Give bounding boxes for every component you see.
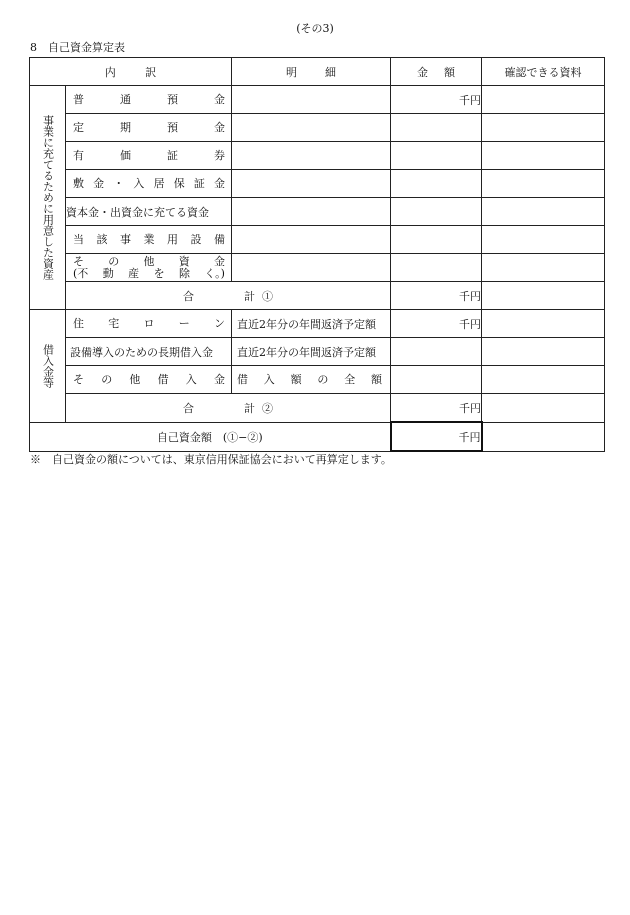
loan-document-cell[interactable] [482, 338, 605, 366]
loan-amount-cell[interactable] [391, 366, 482, 394]
asset-label-deposit-guarantee: 敷 金 ・ 入 居 保 証 金 [66, 170, 232, 198]
asset-amount-cell[interactable] [391, 114, 482, 142]
page-number: (その3) [296, 22, 334, 35]
asset-label-ordinary-deposit: 普 通 預 金 [66, 86, 232, 114]
asset-label-securities: 有 価 証 券 [66, 142, 232, 170]
own-funds-label: 自己資金額 (①−②) [30, 422, 391, 451]
own-funds-table [29, 57, 605, 452]
asset-document-cell[interactable] [482, 114, 605, 142]
table-row [30, 114, 605, 142]
table-row [30, 366, 605, 394]
loans-total-amount[interactable]: 千円 [391, 394, 482, 423]
loan-detail-equipment: 直近2年分の年間返済予定額 [232, 338, 391, 366]
asset-amount-cell[interactable]: 千円 [391, 86, 482, 114]
loans-group-label: 借入金等 [30, 310, 66, 423]
asset-detail-cell[interactable] [232, 142, 391, 170]
loan-amount-cell[interactable]: 千円 [391, 310, 482, 338]
footnote: ※ 自己資金の額については、東京信用保証協会において再算定します。 [30, 453, 392, 466]
assets-total-document[interactable] [482, 282, 605, 310]
table-header-row [30, 58, 605, 86]
asset-amount-cell[interactable] [391, 170, 482, 198]
loan-label-housing-loan: 住 宅 ロ ー ン [66, 310, 232, 338]
assets-total-label: 合 計 ① [66, 282, 391, 310]
asset-label-other-funds: そ の 他 資 金 (不 動 産 を 除 く。) [66, 254, 232, 282]
header-breakdown: 内 訳 [30, 58, 232, 86]
asset-amount-cell[interactable] [391, 226, 482, 254]
table-row [30, 338, 605, 366]
loan-document-cell[interactable] [482, 310, 605, 338]
loan-document-cell[interactable] [482, 366, 605, 394]
asset-detail-cell[interactable] [232, 114, 391, 142]
table-row [30, 170, 605, 198]
table-row [30, 142, 605, 170]
asset-document-cell[interactable] [482, 170, 605, 198]
table-row [30, 226, 605, 254]
header-amount: 金 額 [391, 58, 482, 86]
header-documents: 確認できる資料 [482, 58, 605, 86]
asset-document-cell[interactable] [482, 254, 605, 282]
table-row [30, 310, 605, 338]
table-row [30, 198, 605, 226]
asset-document-cell[interactable] [482, 198, 605, 226]
asset-amount-cell[interactable] [391, 142, 482, 170]
asset-label-business-equipment: 当 該 事 業 用 設 備 [66, 226, 232, 254]
assets-total-amount[interactable]: 千円 [391, 282, 482, 310]
asset-label-time-deposit: 定 期 預 金 [66, 114, 232, 142]
table-row [30, 254, 605, 282]
loan-amount-cell[interactable] [391, 338, 482, 366]
loans-total-row [30, 394, 605, 423]
assets-total-row [30, 282, 605, 310]
header-detail: 明 細 [232, 58, 391, 86]
asset-amount-cell[interactable] [391, 254, 482, 282]
table-row [30, 86, 605, 114]
assets-group-label: 事業に充てるために用意した資産 [30, 86, 66, 310]
asset-detail-cell[interactable] [232, 198, 391, 226]
section-title: 8 自己資金算定表 [30, 41, 125, 54]
loan-label-other-borrowings: そ の 他 借 入 金 [66, 366, 232, 394]
loans-total-document[interactable] [482, 394, 605, 423]
own-funds-amount[interactable]: 千円 [391, 422, 482, 451]
own-funds-document[interactable] [482, 422, 605, 451]
asset-document-cell[interactable] [482, 86, 605, 114]
loan-label-equipment-loan: 設備導入のための長期借入金 [66, 338, 232, 366]
asset-detail-cell[interactable] [232, 170, 391, 198]
asset-amount-cell[interactable] [391, 198, 482, 226]
loan-detail-housing: 直近2年分の年間返済予定額 [232, 310, 391, 338]
loans-total-label: 合 計 ② [66, 394, 391, 423]
asset-detail-cell[interactable] [232, 226, 391, 254]
asset-detail-cell[interactable] [232, 86, 391, 114]
asset-document-cell[interactable] [482, 142, 605, 170]
own-funds-row [30, 422, 605, 451]
asset-detail-cell[interactable] [232, 254, 391, 282]
asset-label-capital-funds: 資本金・出資金に充てる資金 [66, 198, 232, 226]
loan-detail-total-borrowing: 借 入 額 の 全 額 [232, 366, 391, 394]
asset-document-cell[interactable] [482, 226, 605, 254]
